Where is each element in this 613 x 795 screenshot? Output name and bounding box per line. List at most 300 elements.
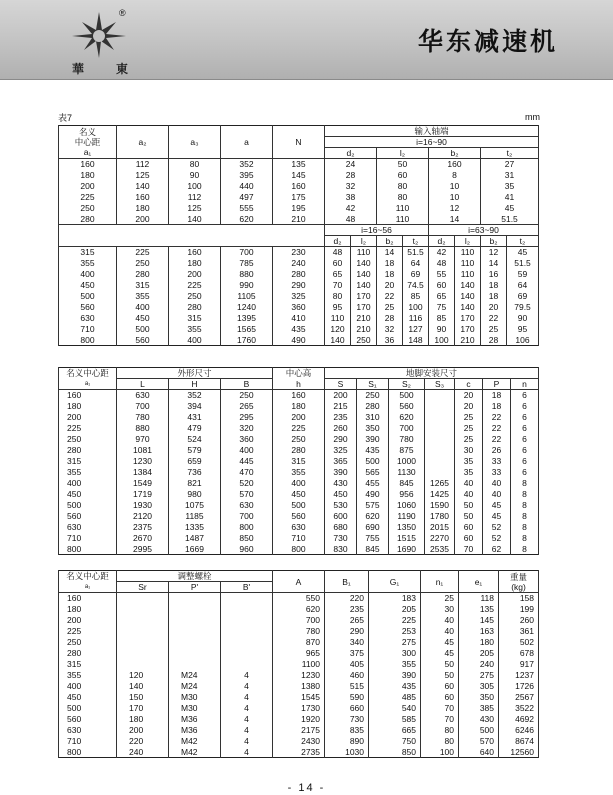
data-cell: 352 bbox=[221, 159, 273, 170]
data-cell: 48 bbox=[325, 247, 351, 258]
data-cell: 45 bbox=[507, 247, 539, 258]
data-cell: 40 bbox=[421, 626, 459, 637]
subheader-cell: c bbox=[455, 379, 483, 390]
subheader-cell: l₂ bbox=[455, 236, 481, 247]
data-cell: 315 bbox=[117, 280, 169, 291]
data-cell: 4 bbox=[221, 747, 273, 758]
data-cell: 850 bbox=[221, 533, 273, 544]
data-cell: 250 bbox=[59, 637, 117, 648]
data-cell: 500 bbox=[59, 703, 117, 714]
subheader-cell: d₂ bbox=[429, 236, 455, 247]
subheader-cell: d₂ bbox=[325, 236, 351, 247]
data-cell: 48 bbox=[429, 258, 455, 269]
data-cell: 1237 bbox=[499, 670, 539, 681]
data-cell: 65 bbox=[429, 291, 455, 302]
data-cell: 106 bbox=[507, 335, 539, 346]
subheader-cell: b₂ bbox=[429, 148, 481, 159]
data-cell: 160 bbox=[273, 181, 325, 192]
data-cell: 79.5 bbox=[507, 302, 539, 313]
data-cell: 1030 bbox=[325, 747, 369, 758]
h-center: 中心距 bbox=[74, 137, 101, 147]
data-cell: 70 bbox=[421, 703, 459, 714]
data-cell: 1105 bbox=[221, 291, 273, 302]
header-input-shaft: 输入轴端 bbox=[325, 126, 539, 137]
data-cell: 200 bbox=[169, 269, 221, 280]
data-cell: 500 bbox=[459, 725, 499, 736]
data-cell: 315 bbox=[169, 313, 221, 324]
data-cell: 500 bbox=[273, 500, 325, 511]
data-cell: 80 bbox=[325, 291, 351, 302]
data-cell: 250 bbox=[221, 390, 273, 401]
data-cell: 120 bbox=[325, 324, 351, 335]
header-A: A bbox=[273, 571, 325, 593]
data-cell: 140 bbox=[455, 302, 481, 313]
data-cell: 680 bbox=[325, 522, 357, 533]
data-cell: 875 bbox=[389, 445, 425, 456]
data-cell: 355 bbox=[117, 291, 169, 302]
data-cell: 30 bbox=[421, 604, 459, 615]
header-center-distance: 名义中心距 bbox=[59, 571, 117, 582]
data-cell bbox=[425, 423, 455, 434]
data-cell: 25 bbox=[421, 593, 459, 604]
data-cell: 40 bbox=[483, 489, 511, 500]
subheader-cell: t₂ bbox=[403, 236, 429, 247]
data-cell: 1000 bbox=[389, 456, 425, 467]
data-cell: 25 bbox=[377, 302, 403, 313]
data-cell: 1726 bbox=[499, 681, 539, 692]
data-cell: 290 bbox=[325, 626, 369, 637]
logo-char-1: 華 bbox=[72, 62, 85, 76]
data-cell: 90 bbox=[429, 324, 455, 335]
data-cell: 28 bbox=[325, 170, 377, 181]
data-cell: 1565 bbox=[221, 324, 273, 335]
data-cell: 555 bbox=[221, 203, 273, 214]
data-cell bbox=[425, 401, 455, 412]
data-cell: 200 bbox=[273, 412, 325, 423]
data-cell bbox=[425, 456, 455, 467]
data-cell: 210 bbox=[455, 335, 481, 346]
data-cell: 400 bbox=[273, 478, 325, 489]
data-cell: 455 bbox=[357, 478, 389, 489]
data-cell: 27 bbox=[481, 159, 539, 170]
data-cell: 127 bbox=[403, 324, 429, 335]
data-cell: 800 bbox=[59, 335, 117, 346]
data-cell: 32 bbox=[377, 324, 403, 335]
data-cell: 2015 bbox=[425, 522, 455, 533]
data-cell: 160 bbox=[59, 159, 117, 170]
data-cell: 125 bbox=[117, 170, 169, 181]
data-cell: 550 bbox=[273, 593, 325, 604]
data-cell: 118 bbox=[459, 593, 499, 604]
data-cell: 355 bbox=[59, 258, 117, 269]
data-cell: 575 bbox=[357, 500, 389, 511]
data-cell: 785 bbox=[221, 258, 273, 269]
data-cell: 640 bbox=[459, 747, 499, 758]
data-cell: 360 bbox=[221, 434, 273, 445]
data-cell: 570 bbox=[459, 736, 499, 747]
data-cell: 205 bbox=[369, 604, 421, 615]
data-row bbox=[59, 714, 539, 725]
data-cell: 2735 bbox=[273, 747, 325, 758]
header-e1: e₁ bbox=[459, 571, 499, 593]
data-cell: 2535 bbox=[425, 544, 455, 555]
page-number: - 14 - bbox=[287, 782, 326, 794]
data-cell: 26 bbox=[483, 445, 511, 456]
data-row bbox=[59, 511, 539, 522]
data-cell bbox=[221, 637, 273, 648]
data-cell: 25 bbox=[455, 434, 483, 445]
data-row bbox=[59, 747, 539, 758]
data-cell: 20 bbox=[455, 401, 483, 412]
data-cell: 14 bbox=[481, 258, 507, 269]
data-cell: 665 bbox=[369, 725, 421, 736]
data-cell: 6 bbox=[511, 434, 539, 445]
data-cell: 800 bbox=[273, 544, 325, 555]
data-row bbox=[59, 615, 539, 626]
header-a1: a₁ bbox=[59, 582, 117, 593]
brand-title: 华东减速机 bbox=[417, 27, 558, 56]
subheader-cell: L bbox=[117, 379, 169, 390]
data-cell: 69 bbox=[403, 269, 429, 280]
data-cell bbox=[169, 648, 221, 659]
data-cell: 250 bbox=[169, 291, 221, 302]
header-row bbox=[59, 368, 539, 379]
data-cell: 710 bbox=[273, 533, 325, 544]
subheader-cell: t₂ bbox=[507, 236, 539, 247]
data-cell: 112 bbox=[169, 192, 221, 203]
data-cell: 52 bbox=[483, 533, 511, 544]
data-cell: 24 bbox=[325, 159, 377, 170]
data-cell: 1719 bbox=[117, 489, 169, 500]
data-cell: 220 bbox=[117, 736, 169, 747]
data-cell: 80 bbox=[421, 725, 459, 736]
data-cell: 260 bbox=[325, 423, 357, 434]
data-cell: 710 bbox=[59, 736, 117, 747]
data-cell: 630 bbox=[59, 725, 117, 736]
ratio-label-a: i=16~56 bbox=[325, 225, 429, 236]
data-cell: 845 bbox=[389, 478, 425, 489]
data-cell: 2567 bbox=[499, 692, 539, 703]
data-cell: 450 bbox=[117, 313, 169, 324]
data-row bbox=[59, 258, 539, 269]
data-cell: 6 bbox=[511, 467, 539, 478]
data-cell: 280 bbox=[357, 401, 389, 412]
data-cell: 150 bbox=[117, 692, 169, 703]
data-cell: 35 bbox=[481, 181, 539, 192]
data-cell: 200 bbox=[325, 390, 357, 401]
data-cell: 8 bbox=[511, 478, 539, 489]
data-cell: 1230 bbox=[117, 456, 169, 467]
data-cell: 8 bbox=[511, 533, 539, 544]
data-cell: 140 bbox=[325, 335, 351, 346]
data-cell: 540 bbox=[369, 703, 421, 714]
data-cell: 800 bbox=[221, 522, 273, 533]
data-cell: 3522 bbox=[499, 703, 539, 714]
data-cell: 800 bbox=[59, 747, 117, 758]
data-cell: 565 bbox=[357, 467, 389, 478]
data-cell: 579 bbox=[169, 445, 221, 456]
data-cell: 100 bbox=[169, 181, 221, 192]
data-cell: 497 bbox=[221, 192, 273, 203]
subheader-cell: P bbox=[483, 379, 511, 390]
data-cell: 4 bbox=[221, 736, 273, 747]
data-cell: 62 bbox=[483, 544, 511, 555]
data-cell: 730 bbox=[325, 533, 357, 544]
data-cell: 225 bbox=[273, 423, 325, 434]
data-cell: 500 bbox=[117, 324, 169, 335]
data-cell: 6 bbox=[511, 456, 539, 467]
data-cell: 215 bbox=[325, 401, 357, 412]
data-cell: 485 bbox=[369, 692, 421, 703]
data-cell: 630 bbox=[221, 500, 273, 511]
data-cell: 445 bbox=[221, 456, 273, 467]
data-cell: 45 bbox=[481, 203, 539, 214]
data-cell: 1549 bbox=[117, 478, 169, 489]
data-cell: 14 bbox=[429, 214, 481, 225]
header-row bbox=[59, 571, 539, 582]
data-cell: 8 bbox=[511, 522, 539, 533]
data-cell: 30 bbox=[455, 445, 483, 456]
data-cell: 780 bbox=[273, 626, 325, 637]
data-cell: 450 bbox=[59, 489, 117, 500]
data-cell: 1130 bbox=[389, 467, 425, 478]
data-cell: 450 bbox=[59, 692, 117, 703]
data-cell: 325 bbox=[325, 445, 357, 456]
data-cell: 1425 bbox=[425, 489, 455, 500]
data-cell: 6 bbox=[511, 412, 539, 423]
data-cell: 160 bbox=[273, 390, 325, 401]
data-cell: 10 bbox=[429, 192, 481, 203]
data-cell: 12 bbox=[481, 247, 507, 258]
data-cell: 240 bbox=[459, 659, 499, 670]
data-cell: M36 bbox=[169, 725, 221, 736]
header-foot-install: 地脚安装尺寸 bbox=[325, 368, 539, 379]
data-cell: 100 bbox=[403, 302, 429, 313]
data-cell: 22 bbox=[483, 412, 511, 423]
data-cell: 200 bbox=[59, 181, 117, 192]
data-cell: 175 bbox=[273, 192, 325, 203]
data-cell: 205 bbox=[459, 648, 499, 659]
data-cell: 112 bbox=[117, 159, 169, 170]
data-cell: 41 bbox=[481, 192, 539, 203]
header-center-height: 中心高 bbox=[273, 368, 325, 379]
data-cell: 60 bbox=[455, 522, 483, 533]
data-cell: 4 bbox=[221, 681, 273, 692]
data-cell: 350 bbox=[459, 692, 499, 703]
data-cell: 350 bbox=[357, 423, 389, 434]
data-cell: 965 bbox=[273, 648, 325, 659]
data-cell: 2375 bbox=[117, 522, 169, 533]
data-cell: 22 bbox=[481, 313, 507, 324]
data-cell: 95 bbox=[507, 324, 539, 335]
data-cell: 400 bbox=[59, 269, 117, 280]
data-cell bbox=[117, 648, 169, 659]
data-cell: 70 bbox=[325, 280, 351, 291]
data-cell: 36 bbox=[377, 335, 403, 346]
unit-label: mm bbox=[525, 112, 540, 122]
data-cell bbox=[169, 626, 221, 637]
data-cell: 6 bbox=[511, 445, 539, 456]
data-row bbox=[59, 247, 539, 258]
data-row bbox=[59, 423, 539, 434]
data-cell: 4 bbox=[221, 714, 273, 725]
data-cell: M42 bbox=[169, 736, 221, 747]
data-cell: M30 bbox=[169, 692, 221, 703]
data-cell: 1590 bbox=[425, 500, 455, 511]
data-cell: 385 bbox=[459, 703, 499, 714]
data-row bbox=[59, 401, 539, 412]
data-cell bbox=[117, 637, 169, 648]
h-name: 名义 bbox=[78, 127, 96, 137]
data-cell: 250 bbox=[351, 335, 377, 346]
h-kg: (kg) bbox=[511, 581, 526, 592]
data-cell: 14 bbox=[377, 247, 403, 258]
data-cell: 22 bbox=[483, 434, 511, 445]
data-cell: 95 bbox=[325, 302, 351, 313]
data-cell: 210 bbox=[351, 324, 377, 335]
data-row bbox=[59, 313, 539, 324]
data-cell: 560 bbox=[59, 511, 117, 522]
data-row bbox=[59, 489, 539, 500]
data-cell: 170 bbox=[351, 291, 377, 302]
data-row bbox=[59, 692, 539, 703]
data-cell: 20 bbox=[377, 280, 403, 291]
data-cell: M24 bbox=[169, 670, 221, 681]
data-cell: 780 bbox=[389, 434, 425, 445]
data-row bbox=[59, 192, 539, 203]
data-row bbox=[59, 412, 539, 423]
data-cell: 148 bbox=[403, 335, 429, 346]
data-cell: 2670 bbox=[117, 533, 169, 544]
data-cell: 440 bbox=[221, 181, 273, 192]
data-cell: 125 bbox=[169, 203, 221, 214]
data-cell: 1060 bbox=[389, 500, 425, 511]
data-cell: 300 bbox=[369, 648, 421, 659]
subheader-cell: l₂ bbox=[377, 148, 429, 159]
data-cell: 1730 bbox=[273, 703, 325, 714]
data-cell bbox=[117, 626, 169, 637]
data-cell: 830 bbox=[325, 544, 357, 555]
data-row bbox=[59, 659, 539, 670]
data-cell: 170 bbox=[117, 703, 169, 714]
data-cell: 140 bbox=[455, 291, 481, 302]
data-cell: 10 bbox=[429, 181, 481, 192]
data-cell: 355 bbox=[59, 670, 117, 681]
data-row bbox=[59, 500, 539, 511]
data-cell: 280 bbox=[59, 648, 117, 659]
data-cell: 880 bbox=[221, 269, 273, 280]
data-cell: 50 bbox=[377, 159, 429, 170]
data-cell: 8 bbox=[511, 544, 539, 555]
data-cell: 55 bbox=[429, 269, 455, 280]
data-cell: 80 bbox=[421, 736, 459, 747]
data-cell: 4 bbox=[221, 670, 273, 681]
data-cell bbox=[169, 615, 221, 626]
data-cell: 210 bbox=[273, 214, 325, 225]
header-a2: a₂ bbox=[117, 126, 169, 159]
data-row bbox=[59, 670, 539, 681]
data-cell: 225 bbox=[169, 280, 221, 291]
data-cell: 75 bbox=[429, 302, 455, 313]
data-cell: 560 bbox=[273, 511, 325, 522]
data-cell: 1335 bbox=[169, 522, 221, 533]
data-cell: 18 bbox=[377, 269, 403, 280]
data-row bbox=[59, 203, 539, 214]
data-row bbox=[59, 626, 539, 637]
data-cell: 630 bbox=[59, 522, 117, 533]
data-cell: 200 bbox=[59, 615, 117, 626]
data-cell: 8 bbox=[429, 170, 481, 181]
company-logo bbox=[68, 10, 130, 76]
data-cell: 700 bbox=[221, 247, 273, 258]
data-cell: 700 bbox=[273, 615, 325, 626]
data-row bbox=[59, 648, 539, 659]
data-cell: 355 bbox=[369, 659, 421, 670]
data-cell: 435 bbox=[273, 324, 325, 335]
data-cell: 25 bbox=[455, 412, 483, 423]
data-cell: 400 bbox=[169, 335, 221, 346]
data-row bbox=[59, 544, 539, 555]
data-row bbox=[59, 269, 539, 280]
data-cell: 710 bbox=[59, 324, 117, 335]
data-cell: 375 bbox=[325, 648, 369, 659]
data-cell: 315 bbox=[59, 456, 117, 467]
table-caption: 表7 bbox=[58, 113, 73, 123]
data-cell: 60 bbox=[377, 170, 429, 181]
data-cell: 265 bbox=[221, 401, 273, 412]
data-cell: 390 bbox=[369, 670, 421, 681]
data-cell: 8 bbox=[511, 489, 539, 500]
data-cell: 500 bbox=[389, 390, 425, 401]
data-cell: 470 bbox=[221, 467, 273, 478]
data-cell: 210 bbox=[351, 313, 377, 324]
data-row bbox=[59, 181, 539, 192]
data-cell: 18 bbox=[481, 291, 507, 302]
data-cell: 8 bbox=[511, 511, 539, 522]
data-cell: 48 bbox=[325, 214, 377, 225]
header-n: N bbox=[273, 126, 325, 159]
data-cell: 750 bbox=[369, 736, 421, 747]
header-row bbox=[59, 126, 539, 137]
subheader-cell: S₃ bbox=[425, 379, 455, 390]
data-cell: 620 bbox=[221, 214, 273, 225]
data-cell: 59 bbox=[507, 269, 539, 280]
data-cell: 690 bbox=[357, 522, 389, 533]
header-center-distance bbox=[59, 126, 117, 159]
data-row bbox=[59, 593, 539, 604]
subheader-cell: Sr bbox=[117, 582, 169, 593]
subheader-cell: H bbox=[169, 379, 221, 390]
data-cell: 361 bbox=[499, 626, 539, 637]
header-center-distance: 名义中心距 bbox=[59, 368, 117, 379]
data-cell: 355 bbox=[59, 467, 117, 478]
data-cell: 240 bbox=[117, 747, 169, 758]
data-cell: 170 bbox=[351, 302, 377, 313]
data-cell: 74.5 bbox=[403, 280, 429, 291]
subheader-cell: B' bbox=[221, 582, 273, 593]
data-cell: 275 bbox=[369, 637, 421, 648]
data-cell: 120 bbox=[117, 670, 169, 681]
data-cell bbox=[117, 604, 169, 615]
data-row bbox=[59, 159, 539, 170]
data-cell: 51.5 bbox=[507, 258, 539, 269]
data-cell: 110 bbox=[377, 203, 429, 214]
data-cell bbox=[425, 445, 455, 456]
ratio-row-2 bbox=[59, 225, 539, 236]
data-row bbox=[59, 214, 539, 225]
h-a1: a₁ bbox=[83, 147, 92, 157]
subheader-cell: S₂ bbox=[389, 379, 425, 390]
